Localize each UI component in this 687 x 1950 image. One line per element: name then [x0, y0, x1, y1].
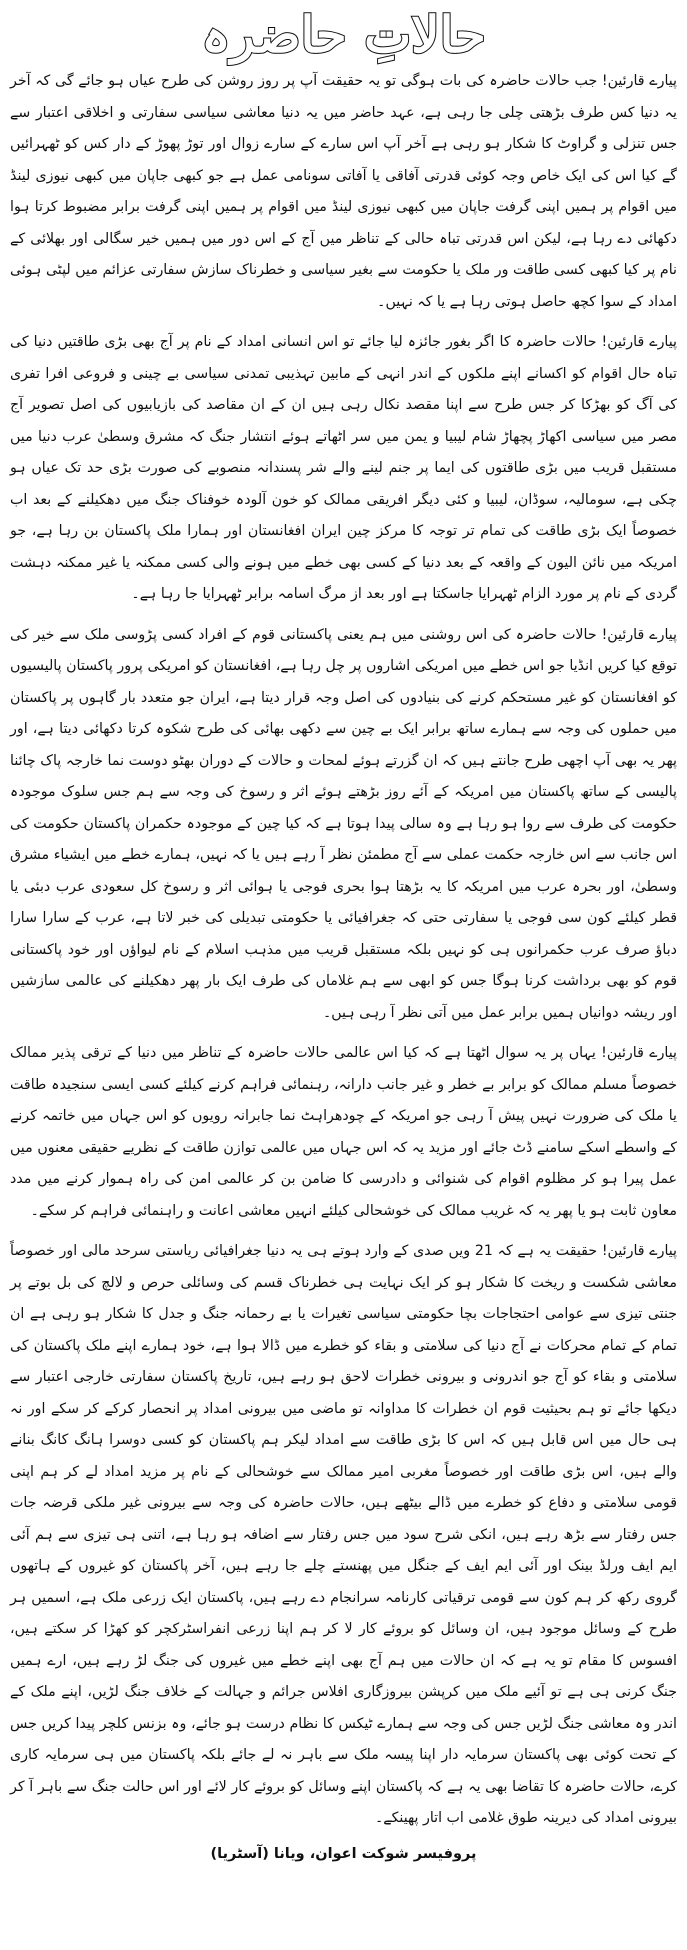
paragraph-1: پیارے قارئین! جب حالات حاضرہ کی بات ہوگی تو یہ حقیقت آپ پر روز روشن کی طرح عیاں ہو جائے گی کہ آخر یہ دنیا کس طرف بڑھتی چلی جا رہی ہے، عہد حاضر میں یہ دنیا معاشی سیاسی سفارتی و اخلاقی اعتبار سے جس تنزلی و گراوٹ کا شکار ہو رہی ہے آخر آپ اس سارے کے سارے زوال اور توڑ پھوڑ کے دار کس کو ٹھہرائیں گے کیا اس کی ایک خاص وجہ کوئی قدرتی آفاقی یا آفاتی سونامی عمل ہے جو کبھی جاپان میں کبھی نیوزی لینڈ میں اقوام پر ہمیں اپنی گرفت جاپان میں کبھی نیوزی لینڈ میں اقوام پر ہمیں اپنی گرفت برابر مضبوط کرتا ہوا دکھائی دے رہا ہے، لیکن اس قدرتی تباہ حالی کے تناظر میں آج کے اس دور میں ہمیں خیر سگالی اور بھلائی کے نام پر کیا کبھی کسی طاقت ور ملک یا حکومت سے بغیر سیاسی و خطرناک سازش سفارتی عزائم میں لپٹی ہوئی امداد کے سوا کچھ حاصل ہوتی رہا ہے یا کہ نہیں۔: [10, 73, 677, 310]
paragraph-3: پیارے قارئین! حالات حاضرہ کی اس روشنی میں ہم یعنی پاکستانی قوم کے افراد کسی پڑوسی ملک سے خیر کی توقع کیا کریں انڈیا جو اس خطے میں امریکی اشاروں پر چل رہا ہے، افغانستان کو امریکی پرور پاکستان پالیسیوں کو افغانستان کو غیر مستحکم کرنے کی بنیادوں کی اصل وجہ قرار دیتا ہے، ایران جو متعدد بار گاہوں پر پاکستان میں حملوں کی وجہ سے ہمارے ساتھ برابر ایک بے چین سے دکھی بھائی کی طرح شکوہ کرتا دکھائی دیتا ہے، اور پھر یہ بھی آپ اچھی طرح جانتے ہیں کہ ان گزرتے ہوئے لمحات و حالات کے دوران بھٹو دوست نما خارجہ پاک چائنا پالیسی کے ساتھ پاکستان میں امریکہ کے آئے روز بڑھتے ہوئے اثر و رسوخ کی وجہ سے ہم جس سلوک موجودہ حکومت کی طرف سے روا ہو رہا ہے وہ سالی پیدا ہوتا ہے کہ کیا چین کے موجودہ حکمران پاکستان حکومت کی اس جانب سے اس خارجہ حکمت عملی سے آج مطمئن نظر آ رہے ہیں یا کہ نہیں، ہمارے خطے میں ایشیاء مشرق وسطیٰ، اور بحرہ عرب میں امریکہ کا یہ بڑھتا ہوا بحری فوجی یا ہوائی اثر و رسوخ کل سعودی عرب دبئی یا قطر کیلئے کون سی فوجی یا سفارتی حتی کہ جغرافیائی یا حکومتی تبدیلی کی خبر لاتا ہے، عرب کے سارا سارا دباؤ صرف عرب حکمرانوں ہی کو نہیں بلکہ مستقبل قریب میں مذہب اسلام کے نام لیواؤں اور خود پاکستانی قوم کو بھی برداشت کرنا ہوگا جس کو ابھی سے ہم غلاماں کی طرف ایک بار پھر دھکیلنے کی عالمی سازشیں اور ریشہ دوانیاں ہمیں برابر عمل میں آتی نظر آ رہی ہیں۔: [10, 626, 677, 1021]
paragraph-5: پیارے قارئین! حقیقت یہ ہے کہ 21 ویں صدی کے وارد ہوتے ہی یہ دنیا جغرافیائی ریاستی سرحد مالی اور خصوصاً معاشی شکست و ریخت کا شکار ہو کر ایک نہایت ہی خطرناک قسم کی وسائلی حرص و لالچ کی بل بوتے پر جنتی تیزی سے عوامی احتجاجات بچا حکومتی سیاسی تغیرات یا بے رحمانہ جنگ و جدل کا شکار ہو رہی ہے ان تمام کے تمام محرکات نے آج دنیا کی سلامتی و بقاء کو خطرے میں ڈالا ہوا ہے، خود ہمارے اپنے ملک پاکستان کی سلامتی و بقاء کو آج جو اندرونی و بیرونی خطرات لاحق ہو رہے ہیں، تاریخ پاکستان سفارتی خارجی اعتبار سے دیکھا جائے تو ہم بحیثیت قوم ان خطرات کا مداوانہ تو ماضی میں بیرونی امداد پر انحصار کرکے کر سکے اور نہ ہی حال میں اس قابل ہیں کہ اس کا بڑی طاقت سے امداد لیکر ہم پاکستان کو کسی دوسرا ہانگ کانگ بنانے والے ہیں، اس بڑی طاقت اور خصوصاً مغربی امیر ممالک سے خوشحالی کے نام پر مزید امداد لے کر ہم اپنی قومی سلامتی و دفاع کو خطرے میں ڈالے بیٹھے ہیں، حالات حاضرہ کی وجہ سے بیرونی غیر ملکی قرضہ جات جس رفتار سے بڑھ رہے ہیں، انکی شرح سود میں جس رفتار سے اضافہ ہو رہا ہے، اتنی ہی تیزی سے ہم آئی ایم ایف ورلڈ بینک اور آئی ایم ایف کے جنگل میں پھنستے چلے جا رہے ہیں، آخر پاکستان کو غیروں کے ہاتھوں گروی رکھ کر ہم کون سے قومی ترقیاتی کارنامہ سرانجام دے رہے ہیں، پاکستان ایک زرعی ملک ہے، اسمیں ہر طرح کے وسائل موجود ہیں، ان وسائل کو بروئے کار لا کر ہم اپنا زرعی انفراسٹرکچر کو کھڑا کر سکتے ہیں، افسوس کا مقام تو یہ ہے کہ ان حالات میں ہم آج بھی اپنے خطے میں غیروں کی جنگ لڑ رہے ہیں، ارے ہمیں جنگ کرنی ہی ہے تو آئیے ملک میں کرپشن بیروزگاری افلاس جرائم و جہالت کے خلاف جنگ لڑیں، اپنے ملک کے اندر وہ معاشی جنگ لڑیں جس کی وجہ سے ہمارے ٹیکس کا نظام درست ہو جائے، وہ بزنس کلچر پیدا کریں جس کے تحت کوئی بھی پاکستان سرمایہ دار اپنا پیسہ ملک سے باہر نہ لے جائے بلکہ پاکستان میں ہی سرمایہ کاری کرے، حالات حاضرہ کا تقاضا بھی یہ ہے کہ پاکستان اپنے وسائل کو بروئے کار لائے اور اس حالت جنگ سے باہر آ کر بیرونی امداد کی دیرینہ طوق غلامی اب اتار پھینکے۔: [10, 1243, 677, 1826]
author-signature: پروفیسر شوکت اعوان، ویانا (آسٹریا): [210, 1845, 477, 1862]
paragraph-2: پیارے قارئین! حالات حاضرہ کا اگر بغور جائزہ لیا جائے تو اس انسانی امداد کے نام پر آج بھی بڑی طاقتیں دنیا کی تباہ حال اقوام کو اکسانے اپنے ملکوں کے اندر انہی کے مابین تہذیبی تمدنی سیاسی بے چینی و فروعی افرا تفری کی آگ کو بھڑکا کر جس طرح سے اپنا مقصد نکال رہی ہیں ان کے ان مقاصد کی بازیابیوں کی اصل تصویر آج مصر میں سیاسی اکھاڑ پچھاڑ شام لیبیا و یمن میں سر اٹھاتے ہوئے انتشار جنگ کہ مشرق وسطیٰ عرب دنیا میں مستقبل قریب میں بڑی طاقتوں کی ایما پر جنم لینے والے شر پسندانہ منصوبے کی صورت بڑی حد تک عیاں ہو چکی ہے، سومالیہ، سوڈان، لیبیا و کئی دیگر افریقی ممالک کو خون آلودہ خوفناک جنگ میں دھکیلنے کے بعد اب خصوصاً ایک بڑی طاقت کی تمام تر توجہ کا مرکز چین ایران افغانستان اور ہمارا ملک پاکستان بن رہا ہے، جو امریکہ میں نائن الیون کے واقعہ کے بعد دنیا کے کسی بھی خطے میں ہونے والی کسی ممکنہ یا غیر ممکنہ دہشت گردی کے نام پر مورد الزام ٹھہرایا جاسکتا ہے اور بعد از مرگ اسامہ برابر ٹھہرایا جا رہا ہے۔: [10, 334, 677, 602]
article-title: حالاتِ حاضرہ: [201, 5, 486, 64]
article-body: [10, 66, 677, 1950]
title-banner: [10, 4, 677, 66]
paragraph-4: پیارے قارئین! یہاں پر یہ سوال اٹھتا ہے کہ کیا اس عالمی حالات حاضرہ کے تناظر میں دنیا کے ترقی پذیر ممالک خصوصاً مسلم ممالک کو برابر بے خطر و غیر جانب دارانہ، رہنمائی فراہم کرنے کیلئے کسی ایسی سنجیدہ طاقت یا ملک کی ضرورت نہیں پیش آ رہی جو امریکہ کے چودھراہٹ نما جابرانہ رویوں کو اس جہاں میں خاتمہ کرنے کے واسطے اسکے سامنے ڈٹ جائے اور مزید یہ کہ اس جہاں میں عالمی توازن طاقت کے نظریے حقیقی معنوں میں عمل پیرا ہو کر مظلوم اقوام کی شنوائی و دادرسی کا ضامن بن کر عالمی امن کی راہ ہموار کرنے میں مدد معاون ثابت ہو یا پھر یہ کہ غریب ممالک کی خوشحالی کیلئے انہیں معاشی اعانت و راہنمائی فراہم کر سکے۔: [10, 1045, 677, 1219]
